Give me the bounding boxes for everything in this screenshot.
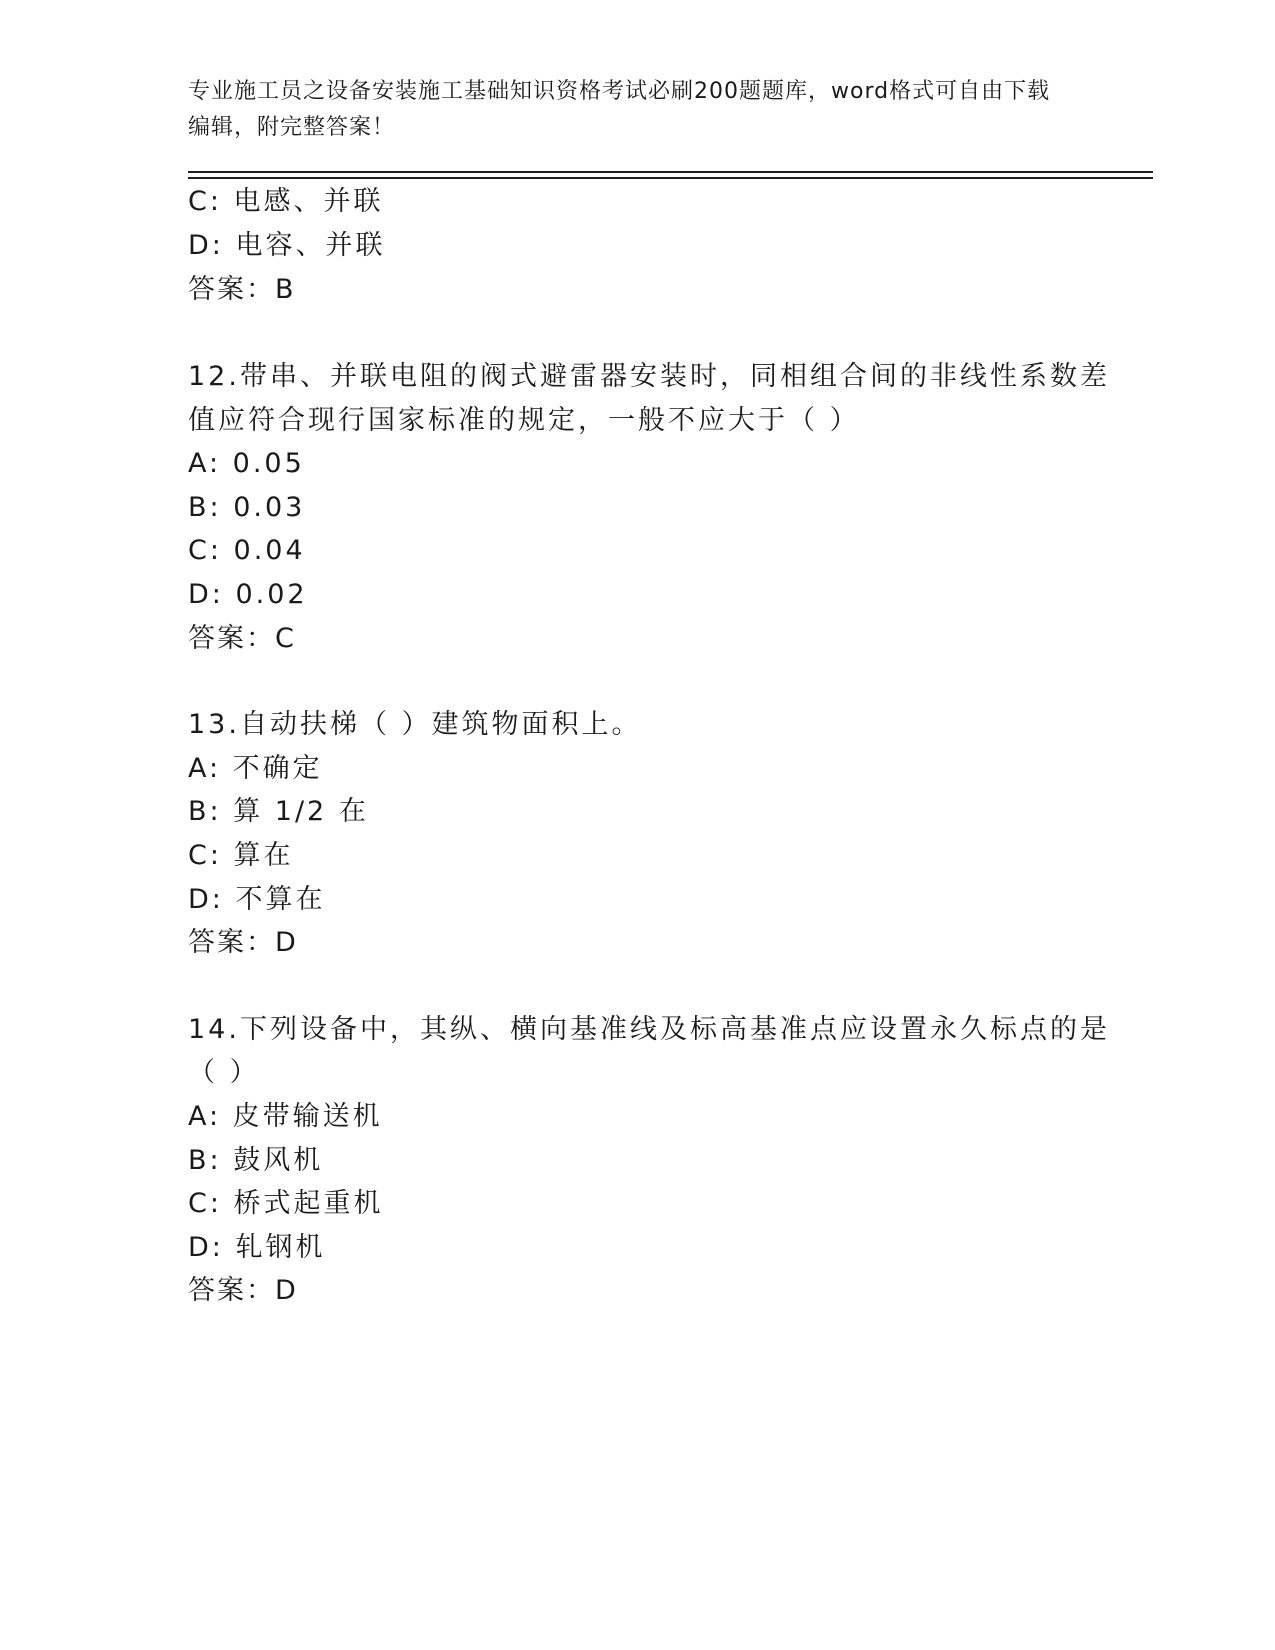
question-stem: 值应符合现行国家标准的规定，一般不应大于（ ） [188,405,860,436]
option-b: B: 0.03 [188,492,306,523]
option-d: D: 电容、并联 [188,230,386,261]
header-rule-top [188,171,1153,173]
question-stem: 14.下列设备中，其纵、横向基准线及标高基准点应设置永久标点的是 [188,1014,1110,1045]
option-c: C: 电感、并联 [188,186,384,217]
answer: 答案：D [188,927,298,958]
question-stem: （ ） [188,1057,260,1088]
question-stem: 12.带串、并联电阻的阀式避雷器安装时，同相组合间的非线性系数差 [188,361,1110,392]
option-b: B: 算 1/2 在 [188,796,369,827]
answer: 答案：B [188,274,296,305]
answer: 答案：C [188,623,296,654]
option-c: C: 0.04 [188,535,306,566]
answer: 答案：D [188,1275,298,1306]
option-a: A: 皮带输送机 [188,1101,383,1132]
option-c: C: 桥式起重机 [188,1188,384,1219]
option-c: C: 算在 [188,840,294,871]
option-d: D: 不算在 [188,884,326,915]
page-header: 专业施工员之设备安装施工基础知识资格考试必刷200题题库，word格式可自由下载编辑，附完整答案！ [188,79,1051,140]
option-d: D: 轧钢机 [188,1232,326,1263]
option-b: B: 鼓风机 [188,1145,324,1176]
option-a: A: 不确定 [188,753,323,784]
option-d: D: 0.02 [188,579,308,610]
option-a: A: 0.05 [188,448,305,479]
question-stem: 13.自动扶梯（ ）建筑物面积上。 [188,709,642,740]
header-rule-bottom [188,177,1153,179]
